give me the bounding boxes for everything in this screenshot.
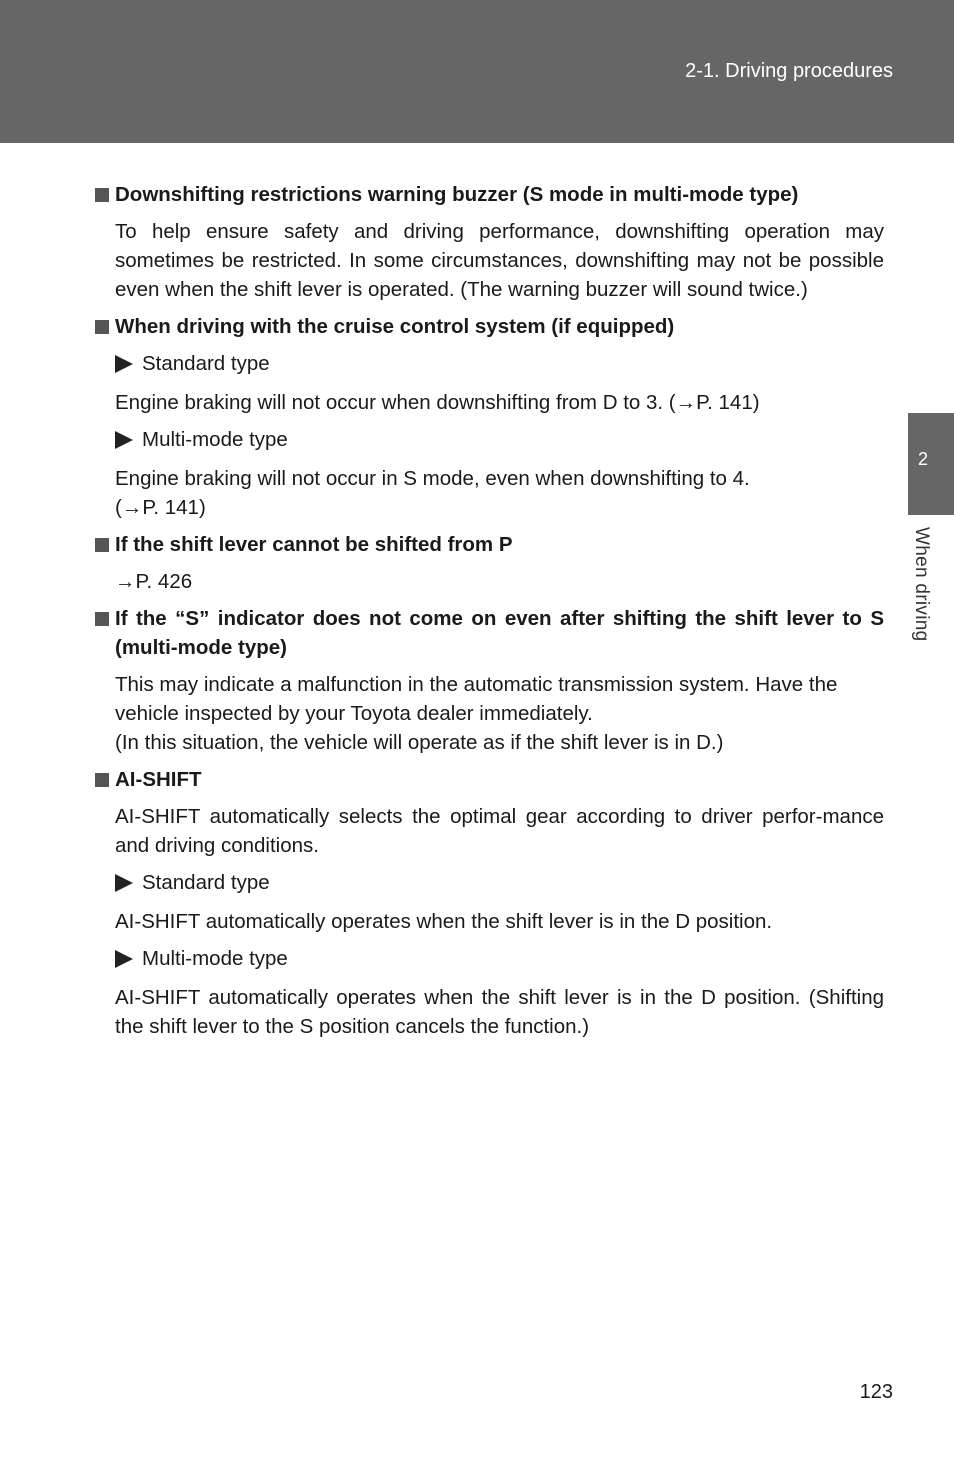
heading-text: If the shift lever cannot be shifted from P	[115, 533, 513, 556]
square-bullet-icon	[95, 320, 109, 334]
chapter-label: When driving	[911, 527, 932, 642]
page-number: 123	[859, 1381, 893, 1403]
square-bullet-icon	[95, 773, 109, 787]
ai-shift-multi-type	[115, 944, 884, 973]
type-label: Multi-mode type	[142, 947, 288, 970]
body-line: This may indicate a malfunction in the automatic transmission system. Have the vehicle inspected by your Toyota dealer immediately.	[115, 673, 838, 725]
type-label: Standard type	[142, 352, 270, 375]
ai-shift-multi-body: AI-SHIFT automatically operates when the shift lever is in the D position. (Shifting the shift lever to the S position cancels the function.)	[115, 986, 884, 1038]
section-heading-shift-p	[95, 530, 884, 559]
page-content	[95, 180, 884, 1049]
cruise-standard-body: Engine braking will not occur when downshifting from D to 3. (→P. 141)	[115, 391, 760, 414]
section-heading-ai-shift	[95, 765, 884, 794]
body-line: Engine braking will not occur in S mode, even when downshifting to 4.	[115, 467, 750, 490]
heading-text: When driving with the cruise control system (if equipped)	[115, 315, 675, 338]
ai-shift-body: AI-SHIFT automatically selects the optimal gear according to driver perfor-mance and driving conditions.	[115, 805, 884, 857]
s-indicator-body	[115, 670, 884, 757]
square-bullet-icon	[95, 538, 109, 552]
downshift-body: To help ensure safety and driving performance, downshifting operation may sometimes be restricted. In some circumstances, downshifting may not be possible even when the shift lever is operated. (The warning buzzer will sound twice.)	[115, 220, 884, 301]
section-heading-downshift	[95, 180, 884, 209]
section-title: 2-1. Driving procedures	[685, 60, 893, 82]
ai-shift-standard-type	[115, 868, 884, 897]
section-heading-cruise	[95, 312, 884, 341]
triangle-bullet-icon	[115, 355, 133, 373]
type-label: Standard type	[142, 871, 270, 894]
cruise-standard-type	[115, 349, 884, 378]
shift-p-reference: →P. 426	[115, 570, 193, 593]
heading-text: Downshifting restrictions warning buzzer (S mode in multi-mode type)	[115, 183, 799, 206]
body-line: (In this situation, the vehicle will operate as if the shift lever is in D.)	[115, 731, 724, 754]
square-bullet-icon	[95, 612, 109, 626]
chapter-number: 2	[917, 449, 928, 469]
cruise-multi-body	[115, 464, 884, 522]
triangle-bullet-icon	[115, 950, 133, 968]
triangle-bullet-icon	[115, 431, 133, 449]
heading-text: AI-SHIFT	[115, 768, 202, 791]
heading-text: If the “S” indicator does not come on even after shifting the shift lever to S (multi-mode type)	[115, 607, 884, 659]
body-line: (→P. 141)	[115, 496, 206, 519]
section-heading-s-indicator	[95, 604, 884, 662]
cruise-multi-type	[115, 425, 884, 454]
page-header	[0, 0, 954, 143]
type-label: Multi-mode type	[142, 428, 288, 451]
triangle-bullet-icon	[115, 874, 133, 892]
square-bullet-icon	[95, 188, 109, 202]
chapter-tab	[908, 413, 954, 515]
ai-shift-standard-body: AI-SHIFT automatically operates when the shift lever is in the D position.	[115, 910, 773, 933]
